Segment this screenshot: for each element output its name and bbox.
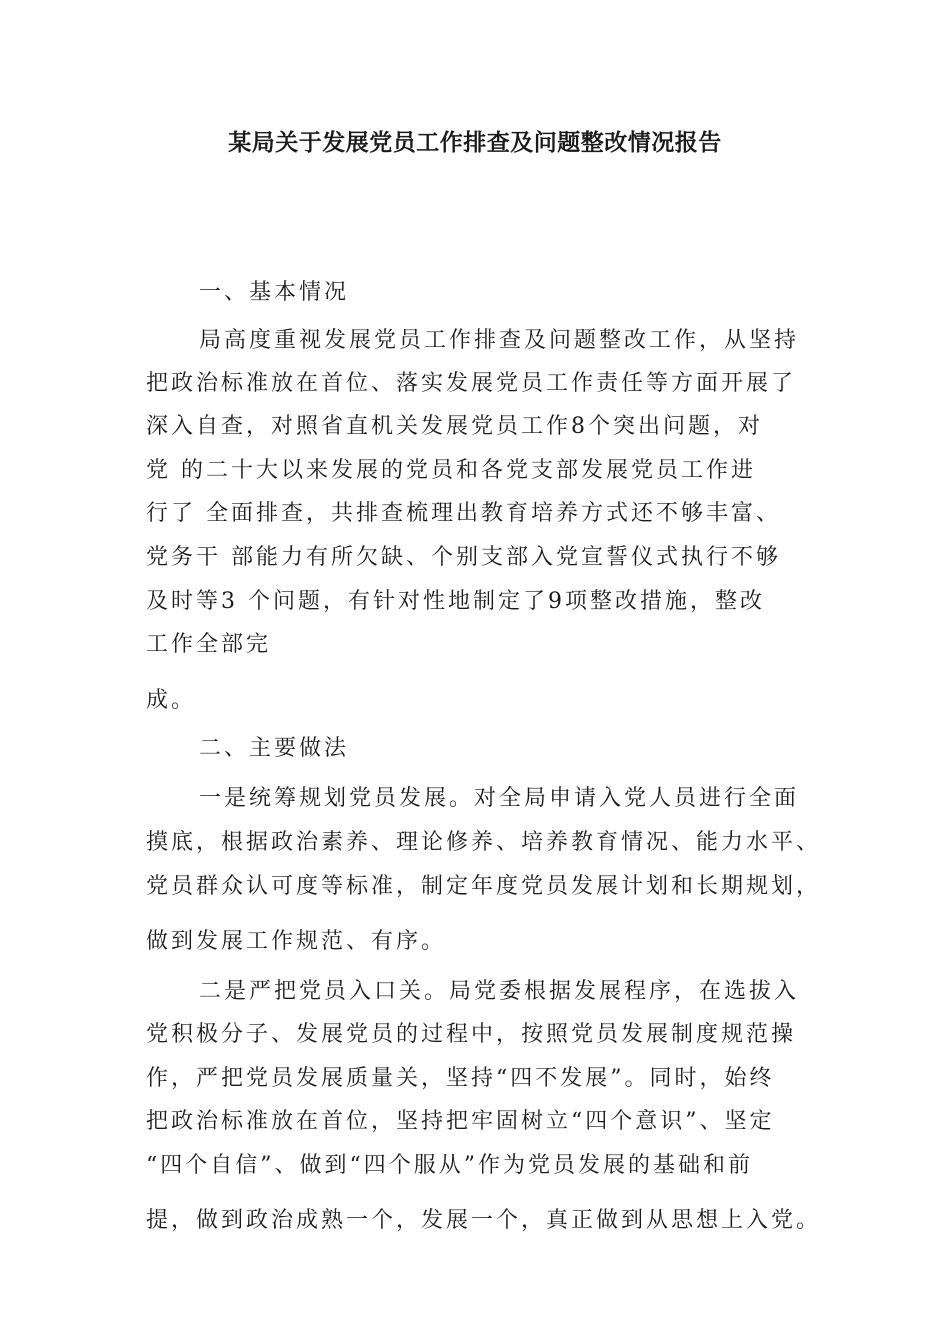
body-line: 摸底，根据政治素养、理论修养、培养教育情况、能力水平、	[146, 830, 822, 855]
body-line: 二是严把党员入口关。局党委根据发展程序，在选拔入	[199, 979, 800, 1004]
section-heading-practices: 二、主要做法	[199, 736, 350, 761]
body-line: 做到发展工作规范、有序。	[146, 929, 447, 954]
body-line: 行了 全面排查，共排查梳理出教育培养方式还不够丰富、	[146, 501, 781, 526]
body-line: 成。	[146, 688, 197, 713]
body-line: 及时等3 个问题，有针对性地制定了9项整改措施，整改	[146, 589, 765, 614]
body-line: 提，做到政治成熟一个，发展一个，真正做到从思想上入党。	[146, 1208, 822, 1233]
document-title: 某局关于发展党员工作排查及问题整改情况报告	[228, 130, 722, 156]
body-line: 党员群众认可度等标准，制定年度党员发展计划和长期规划，	[146, 874, 822, 899]
body-line: 党务干 部能力有所欠缺、个别支部入党宣誓仪式执行不够	[146, 545, 781, 570]
body-line: 工作全部完	[146, 632, 272, 657]
body-line: “四个自信”、做到“四个服从”作为党员发展的基础和前	[146, 1153, 753, 1178]
body-line: 作，严把党员发展质量关，坚持“四不发展”。同时，始终	[146, 1066, 775, 1091]
section-heading-basic: 一、基本情况	[199, 280, 350, 305]
body-line: 一是统筹规划党员发展。对全局申请入党人员进行全面	[199, 786, 800, 811]
body-line: 把政治标准放在首位、落实发展党员工作责任等方面开展了	[146, 371, 797, 396]
body-line: 把政治标准放在首位，坚持把牢固树立“四个意识”、坚定	[146, 1109, 775, 1134]
body-line: 党 的二十大以来发展的党员和各党支部发展党员工作进	[146, 458, 756, 483]
body-line: 深入自查，对照省直机关发展党员工作8个突出问题，对	[146, 414, 763, 439]
body-line: 党积极分子、发展党员的过程中，按照党员发展制度规范操	[146, 1022, 797, 1047]
body-line: 局高度重视发展党员工作排查及问题整改工作，从坚持	[199, 328, 800, 353]
